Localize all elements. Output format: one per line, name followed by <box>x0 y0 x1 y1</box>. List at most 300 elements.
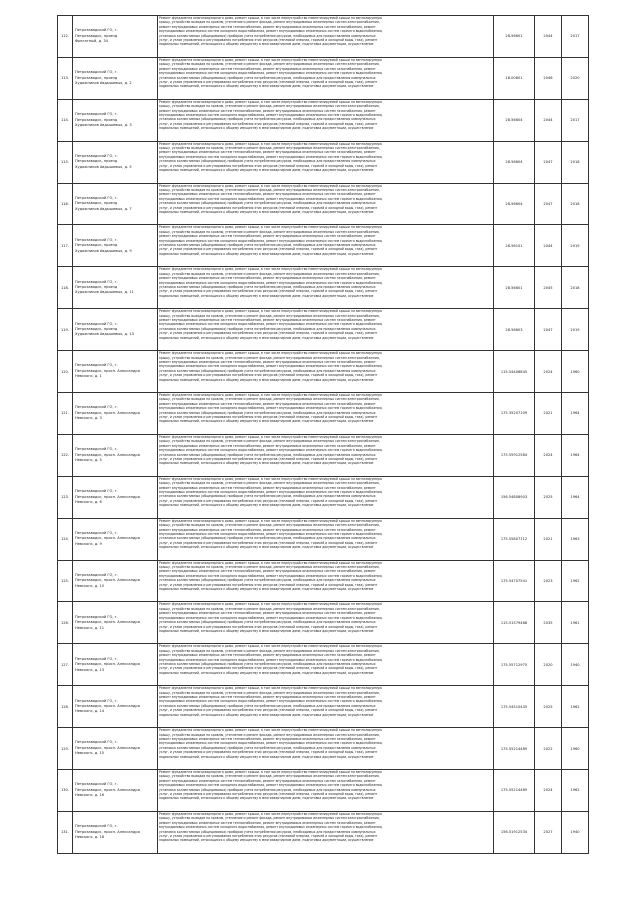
works-description-cell <box>158 393 494 435</box>
address-line: Петрозаводск, просп. Александра <box>75 662 140 667</box>
works-description-line: подвальных помещений, относящихся к общему имуществу в многоквартирном доме, подготовка документации, осуществление <box>159 503 374 508</box>
works-description-line: услуг, и узлов управления и регулирования потребления этих ресурсов (тепловой энергии, горячей и холодной воды, газа), ремонт <box>159 415 378 420</box>
address-line: Петрозаводск, просп. Александра <box>75 745 140 750</box>
address-line: Петрозаводский ГО, г. <box>75 279 118 284</box>
works-description-cell <box>158 728 494 770</box>
works-description-line: внутридомовых инженерных систем холодного водоснабжения, ремонт внутридомовых инженерных систем горячего водоснабжения, <box>159 490 383 495</box>
works-description-line: установка коллективных (общедомовых) приборов учета потребления ресурсов, необходимых для предоставления коммунальных <box>159 661 376 666</box>
address-line: Художников Авдышевых, д. 13 <box>75 332 134 337</box>
works-description-cell <box>158 686 494 728</box>
planned-year: 2044 <box>535 225 562 267</box>
works-description-cell <box>158 434 494 476</box>
works-description-line: внутридомовых инженерных систем холодного водоснабжения, ремонт внутридомовых инженерных систем горячего водоснабжения, <box>159 783 383 788</box>
table-row <box>58 602 589 644</box>
planned-year: 2035 <box>535 602 562 644</box>
build-year: 1961 <box>562 602 589 644</box>
table-row <box>58 57 589 99</box>
address-line: Петрозаводск, просп. Александра <box>75 829 140 834</box>
build-year: 2019 <box>562 225 589 267</box>
address-line: Фрегатный, д. 34 <box>75 39 108 44</box>
address-line: Художников Авдышевых, д. 5 <box>75 164 132 169</box>
works-description-line: Ремонт фундамента многоквартирного дома, ремонт крыши, в том числе переустройство невентилируемой крыши на вентилируемую <box>159 770 382 775</box>
works-description-line: услуг, и узлов управления и регулирования потребления этих ресурсов (тепловой энергии, горячей и холодной воды, газа), ремонт <box>159 540 378 545</box>
works-description-line: Ремонт фундамента многоквартирного дома, ремонт крыши, в том числе переустройство невентилируемой крыши на вентилируемую <box>159 602 382 607</box>
cost-value: 115.51579468 <box>494 602 535 644</box>
works-description-line: Ремонт фундамента многоквартирного дома, ремонт крыши, в том числе переустройство невентилируемой крыши на вентилируемую <box>159 434 382 439</box>
works-description-line: внутридомовых инженерных систем холодного водоснабжения, ремонт внутридомовых инженерных систем горячего водоснабжения, <box>159 573 383 578</box>
planned-year: 2047 <box>535 141 562 183</box>
works-description-cell <box>158 602 494 644</box>
address-cell <box>73 811 158 853</box>
works-description-line: внутридомовых инженерных систем холодного водоснабжения, ремонт внутридомовых инженерных систем горячего водоснабжения, <box>159 322 383 327</box>
address-line: Невского, д. 5 <box>75 458 102 463</box>
row-number: 124. <box>58 518 73 560</box>
build-year: 1960 <box>562 728 589 770</box>
address-line: Невского, д. 3 <box>75 416 102 421</box>
planned-year: 2027 <box>535 811 562 853</box>
address-line: Петрозаводский ГО, г. <box>75 782 118 787</box>
cost-value: 28.56101 <box>494 225 535 267</box>
row-number: 112. <box>58 16 73 58</box>
works-description-cell <box>158 811 494 853</box>
planned-year: 2046 <box>535 57 562 99</box>
works-description-line: крышу, устройство выходов на кровлю, утепление и ремонт фасада, ремонт внутридомовых инженерных систем электроснабжения, <box>159 397 380 402</box>
table-row <box>58 770 589 812</box>
works-description-line: услуг, и узлов управления и регулирования потребления этих ресурсов (тепловой энергии, горячей и холодной воды, газа), ремонт <box>159 79 378 84</box>
works-description-line: услуг, и узлов управления и регулирования потребления этих ресурсов (тепловой энергии, горячей и холодной воды, газа), ремонт <box>159 708 378 713</box>
address-cell <box>73 309 158 351</box>
works-description-line: ремонт внутридомовых инженерных систем теплоснабжения, ремонт внутридомовых инженерных систем газоснабжения, ремонт <box>159 611 376 616</box>
works-description-line: подвальных помещений, относящихся к общему имуществу в многоквартирном доме, подготовка документации, осуществление <box>159 545 374 550</box>
works-description-line: Ремонт фундамента многоквартирного дома, ремонт крыши, в том числе переустройство невентилируемой крыши на вентилируемую <box>159 560 382 565</box>
works-description-line: услуг, и узлов управления и регулирования потребления этих ресурсов (тепловой энергии, горячей и холодной воды, газа), ремонт <box>159 121 378 126</box>
planned-year: 2045 <box>535 267 562 309</box>
works-description-line: подвальных помещений, относящихся к общему имуществу в многоквартирном доме, подготовка документации, осуществление <box>159 168 374 173</box>
works-description-line: крышу, устройство выходов на кровлю, утепление и ремонт фасада, ремонт внутридомовых инженерных систем электроснабжения, <box>159 732 380 737</box>
table-row <box>58 225 589 267</box>
cost-value: 18.00601 <box>494 57 535 99</box>
works-table-body <box>58 16 589 854</box>
planned-year: 2044 <box>535 99 562 141</box>
address-line: Петрозаводский ГО, г. <box>75 824 118 829</box>
cost-value: 28.56604 <box>494 183 535 225</box>
table-row <box>58 518 589 560</box>
row-number: 122. <box>58 434 73 476</box>
works-description-cell <box>158 476 494 518</box>
table-row <box>58 183 589 225</box>
table-row <box>58 267 589 309</box>
address-line: Петрозаводск, проезд <box>75 117 118 122</box>
works-description-line: ремонт внутридомовых инженерных систем теплоснабжения, ремонт внутридомовых инженерных систем газоснабжения, ремонт <box>159 820 376 825</box>
works-description-line: подвальных помещений, относящихся к общему имуществу в многоквартирном доме, подготовка документации, осуществление <box>159 796 374 801</box>
address-line: Невского, д. 15 <box>75 751 105 756</box>
table-row <box>58 686 589 728</box>
works-description-line: подвальных помещений, относящихся к общему имуществу в многоквартирном доме, подготовка документации, осуществление <box>159 754 374 759</box>
address-line: Петрозаводский ГО, г. <box>75 363 118 368</box>
works-description-line: внутридомовых инженерных систем холодного водоснабжения, ремонт внутридомовых инженерных систем горячего водоснабжения, <box>159 615 383 620</box>
address-line: Петрозаводский ГО, г. <box>75 405 118 410</box>
works-description-line: ремонт внутридомовых инженерных систем теплоснабжения, ремонт внутридомовых инженерных систем газоснабжения, ремонт <box>159 527 376 532</box>
works-description-line: крышу, устройство выходов на кровлю, утепление и ремонт фасада, ремонт внутридомовых инженерных систем электроснабжения, <box>159 481 380 486</box>
address-line: Петрозаводский ГО, г. <box>75 112 118 117</box>
planned-year: 2024 <box>535 351 562 393</box>
address-line: Петрозаводск, просп. Александра <box>75 452 140 457</box>
address-line: Петрозаводский ГО, г. <box>75 572 118 577</box>
address-line: Петрозаводский ГО, г. <box>75 740 118 745</box>
address-cell <box>73 644 158 686</box>
works-description-line: установка коллективных (общедомовых) приборов учета потребления ресурсов, необходимых для предоставления коммунальных <box>159 829 376 834</box>
works-description-line: установка коллективных (общедомовых) приборов учета потребления ресурсов, необходимых для предоставления коммунальных <box>159 284 376 289</box>
planned-year: 2047 <box>535 183 562 225</box>
table-row <box>58 351 589 393</box>
address-line: Петрозаводск, проезд <box>75 75 118 80</box>
works-description-line: услуг, и узлов управления и регулирования потребления этих ресурсов (тепловой энергии, горячей и холодной воды, газа), ремонт <box>159 247 378 252</box>
works-description-line: услуг, и узлов управления и регулирования потребления этих ресурсов (тепловой энергии, горячей и холодной воды, газа), ремонт <box>159 624 378 629</box>
works-description-line: крышу, устройство выходов на кровлю, утепление и ремонт фасада, ремонт внутридомовых инженерных систем электроснабжения, <box>159 523 380 528</box>
build-year: 2018 <box>562 267 589 309</box>
works-description-line: Ремонт фундамента многоквартирного дома, ремонт крыши, в том числе переустройство невентилируемой крыши на вентилируемую <box>159 16 382 20</box>
row-number: 116. <box>58 183 73 225</box>
works-description-line: подвальных помещений, относящихся к общему имуществу в многоквартирном доме, подготовка документации, осуществление <box>159 42 374 47</box>
works-description-line: услуг, и узлов управления и регулирования потребления этих ресурсов (тепловой энергии, горячей и холодной воды, газа), ремонт <box>159 498 378 503</box>
address-cell <box>73 267 158 309</box>
cost-value: 175.55214489 <box>494 770 535 812</box>
works-description-line: ремонт внутридомовых инженерных систем теплоснабжения, ремонт внутридомовых инженерных систем газоснабжения, ремонт <box>159 443 376 448</box>
address-line: Петрозаводский ГО, г. <box>75 154 118 158</box>
build-year: 1962 <box>562 686 589 728</box>
build-year: 1962 <box>562 770 589 812</box>
build-year: 1960 <box>562 351 589 393</box>
works-description-line: ремонт внутридомовых инженерных систем теплоснабжения, ремонт внутридомовых инженерных систем газоснабжения, ремонт <box>159 108 376 113</box>
planned-year: 2047 <box>535 309 562 351</box>
works-description-line: услуг, и узлов управления и регулирования потребления этих ресурсов (тепловой энергии, горячей и холодной воды, газа), ремонт <box>159 38 378 43</box>
table-row <box>58 16 589 58</box>
works-description-line: установка коллективных (общедомовых) приборов учета потребления ресурсов, необходимых для предоставления коммунальных <box>159 452 376 457</box>
row-number: 125. <box>58 560 73 602</box>
cost-value: 156.54808903 <box>494 476 535 518</box>
address-line: Невского, д. 16 <box>75 793 105 798</box>
build-year: 1962 <box>562 560 589 602</box>
row-number: 114. <box>58 99 73 141</box>
cost-value: 175.55712975 <box>494 644 535 686</box>
table-row <box>58 644 589 686</box>
works-description-cell <box>158 351 494 393</box>
works-description-line: подвальных помещений, относящихся к общему имуществу в многоквартирном доме, подготовка документации, осуществление <box>159 293 374 298</box>
address-line: Невского, д. 18 <box>75 835 105 840</box>
row-number: 119. <box>58 309 73 351</box>
planned-year: 2024 <box>535 434 562 476</box>
address-cell <box>73 99 158 141</box>
address-line: Петрозаводский ГО, г. <box>75 531 118 536</box>
works-description-line: ремонт внутридомовых инженерных систем теплоснабжения, ремонт внутридомовых инженерных систем газоснабжения, ремонт <box>159 401 376 406</box>
works-description-cell <box>158 309 494 351</box>
address-line: Петрозаводский ГО, г. <box>75 70 118 75</box>
works-description-line: установка коллективных (общедомовых) приборов учета потребления ресурсов, необходимых для предоставления коммунальных <box>159 536 376 541</box>
address-line: Невского, д. 6 <box>75 499 102 504</box>
row-number: 113. <box>58 57 73 99</box>
works-description-line: внутридомовых инженерных систем холодного водоснабжения, ремонт внутридомовых инженерных систем горячего водоснабжения, <box>159 406 383 411</box>
planned-year: 2020 <box>535 644 562 686</box>
works-description-cell <box>158 644 494 686</box>
build-year: 2017 <box>562 16 589 58</box>
address-cell <box>73 518 158 560</box>
cost-value: 28.56601 <box>494 16 535 58</box>
row-number: 127. <box>58 644 73 686</box>
works-description-line: внутридомовых инженерных систем холодного водоснабжения, ремонт внутридомовых инженерных систем горячего водоснабжения, <box>159 238 383 243</box>
works-description-cell <box>158 141 494 183</box>
works-description-line: крышу, устройство выходов на кровлю, утепление и ремонт фасада, ремонт внутридомовых инженерных систем электроснабжения, <box>159 690 380 695</box>
works-description-cell <box>158 16 494 58</box>
planned-year: 2025 <box>535 476 562 518</box>
address-line: Петрозаводский ГО, г. <box>75 698 118 703</box>
address-line: Петрозаводский ГО, г. <box>75 447 118 452</box>
works-description-line: подвальных помещений, относящихся к общему имуществу в многоквартирном доме, подготовка документации, осуществление <box>159 587 374 592</box>
address-line: Петрозаводск, просп. Александра <box>75 410 140 415</box>
works-description-line: ремонт внутридомовых инженерных систем теплоснабжения, ремонт внутридомовых инженерных систем газоснабжения, ремонт <box>159 736 376 741</box>
address-line: Петрозаводский ГО, г. <box>75 614 118 619</box>
works-description-line: ремонт внутридомовых инженерных систем теплоснабжения, ремонт внутридомовых инженерных систем газоснабжения, ремонт <box>159 359 376 364</box>
works-description-line: ремонт внутридомовых инженерных систем теплоснабжения, ремонт внутридомовых инженерных систем газоснабжения, ремонт <box>159 150 376 155</box>
works-description-line: крышу, устройство выходов на кровлю, утепление и ремонт фасада, ремонт внутридомовых инженерных систем электроснабжения, <box>159 62 380 67</box>
works-description-line: установка коллективных (общедомовых) приборов учета потребления ресурсов, необходимых для предоставления коммунальных <box>159 243 376 248</box>
works-description-line: внутридомовых инженерных систем холодного водоснабжения, ремонт внутридомовых инженерных систем горячего водоснабжения, <box>159 29 383 34</box>
works-description-line: установка коллективных (общедомовых) приборов учета потребления ресурсов, необходимых для предоставления коммунальных <box>159 494 376 499</box>
address-line: Художников Авдышевых, д. 2 <box>75 81 132 86</box>
build-year: 2017 <box>562 99 589 141</box>
works-description-line: услуг, и узлов управления и регулирования потребления этих ресурсов (тепловой энергии, горячей и холодной воды, газа), ремонт <box>159 289 378 294</box>
address-cell <box>73 602 158 644</box>
works-description-line: ремонт внутридомовых инженерных систем теплоснабжения, ремонт внутридомовых инженерных систем газоснабжения, ремонт <box>159 192 376 197</box>
works-description-line: крышу, устройство выходов на кровлю, утепление и ремонт фасада, ремонт внутридомовых инженерных систем электроснабжения, <box>159 104 380 109</box>
works-description-line: установка коллективных (общедомовых) приборов учета потребления ресурсов, необходимых для предоставления коммунальных <box>159 620 376 625</box>
works-description-line: услуг, и узлов управления и регулирования потребления этих ресурсов (тепловой энергии, горячей и холодной воды, газа), ремонт <box>159 373 378 378</box>
works-description-line: услуг, и узлов управления и регулирования потребления этих ресурсов (тепловой энергии, горячей и холодной воды, газа), ремонт <box>159 331 378 336</box>
works-description-line: Ремонт фундамента многоквартирного дома, ремонт крыши, в том числе переустройство невентилируемой крыши на вентилируемую <box>159 183 382 188</box>
row-number: 123. <box>58 476 73 518</box>
works-description-cell <box>158 183 494 225</box>
works-description-line: Ремонт фундамента многоквартирного дома, ремонт крыши, в том числе переустройство невентилируемой крыши на вентилируемую <box>159 644 382 649</box>
works-description-line: внутридомовых инженерных систем холодного водоснабжения, ремонт внутридомовых инженерных систем горячего водоснабжения, <box>159 154 383 159</box>
works-description-line: крышу, устройство выходов на кровлю, утепление и ремонт фасада, ремонт внутридомовых инженерных систем электроснабжения, <box>159 774 380 779</box>
address-line: Невского, д. 14 <box>75 709 105 714</box>
address-line: Невского, д. 1 <box>75 374 102 379</box>
cost-value: 175.55807112 <box>494 518 535 560</box>
works-description-line: ремонт внутридомовых инженерных систем теплоснабжения, ремонт внутридомовых инженерных систем газоснабжения, ремонт <box>159 234 376 239</box>
address-line: Петрозаводск, проезд <box>75 285 118 290</box>
works-description-line: установка коллективных (общедомовых) приборов учета потребления ресурсов, необходимых для предоставления коммунальных <box>159 33 376 38</box>
works-description-line: Ремонт фундамента многоквартирного дома, ремонт крыши, в том числе переустройство невентилируемой крыши на вентилируемую <box>159 728 382 733</box>
address-line: Петрозаводск, просп. Александра <box>75 536 140 541</box>
address-line: Петрозаводск, просп. Александра <box>75 578 140 583</box>
address-cell <box>73 728 158 770</box>
table-row <box>58 476 589 518</box>
row-number: 121. <box>58 393 73 435</box>
works-description-line: Ремонт фундамента многоквартирного дома, ремонт крыши, в том числе переустройство невентилируемой крыши на вентилируемую <box>159 267 382 272</box>
cost-value: 175.55214489 <box>494 728 535 770</box>
address-cell <box>73 476 158 518</box>
table-row <box>58 811 589 853</box>
works-description-line: установка коллективных (общедомовых) приборов учета потребления ресурсов, необходимых для предоставления коммунальных <box>159 75 376 80</box>
build-year: 1963 <box>562 518 589 560</box>
address-line: Петрозаводск, просп. Александра <box>75 620 140 625</box>
cost-value: 28.56603 <box>494 309 535 351</box>
address-line: Невского, д. 10 <box>75 583 105 588</box>
works-description-line: ремонт внутридомовых инженерных систем теплоснабжения, ремонт внутридомовых инженерных систем газоснабжения, ремонт <box>159 695 376 700</box>
works-description-line: подвальных помещений, относящихся к общему имуществу в многоквартирном доме, подготовка документации, осуществление <box>159 461 374 466</box>
works-description-line: установка коллективных (общедомовых) приборов учета потребления ресурсов, необходимых для предоставления коммунальных <box>159 578 376 583</box>
build-year: 1940 <box>562 811 589 853</box>
build-year: 2018 <box>562 183 589 225</box>
address-line: Петрозаводск, проезд <box>75 33 118 38</box>
works-description-line: подвальных помещений, относящихся к общему имуществу в многоквартирном доме, подготовка документации, осуществление <box>159 838 374 843</box>
works-description-line: крышу, устройство выходов на кровлю, утепление и ремонт фасада, ремонт внутридомовых инженерных систем электроснабжения, <box>159 229 380 234</box>
works-description-line: крышу, устройство выходов на кровлю, утепление и ремонт фасада, ремонт внутридомовых инженерных систем электроснабжения, <box>159 606 380 611</box>
address-cell <box>73 183 158 225</box>
works-description-line: подвальных помещений, относящихся к общему имуществу в многоквартирном доме, подготовка документации, осуществление <box>159 419 374 424</box>
works-description-line: установка коллективных (общедомовых) приборов учета потребления ресурсов, необходимых для предоставления коммунальных <box>159 117 376 122</box>
works-description-line: крышу, устройство выходов на кровлю, утепление и ремонт фасада, ремонт внутридомовых инженерных систем электроснабжения, <box>159 648 380 653</box>
planned-year: 2022 <box>535 728 562 770</box>
build-year: 1940 <box>562 644 589 686</box>
works-description-line: Ремонт фундамента многоквартирного дома, ремонт крыши, в том числе переустройство невентилируемой крыши на вентилируемую <box>159 686 382 691</box>
works-description-line: крышу, устройство выходов на кровлю, утепление и ремонт фасада, ремонт внутридомовых инженерных систем электроснабжения, <box>159 187 380 192</box>
works-description-line: Ремонт фундамента многоквартирного дома, ремонт крыши, в том числе переустройство невентилируемой крыши на вентилируемую <box>159 393 382 398</box>
row-number: 129. <box>58 728 73 770</box>
works-description-cell <box>158 770 494 812</box>
works-description-line: услуг, и узлов управления и регулирования потребления этих ресурсов (тепловой энергии, горячей и холодной воды, газа), ремонт <box>159 163 378 168</box>
cost-value: 115.54406845 <box>494 351 535 393</box>
build-year: 1964 <box>562 434 589 476</box>
address-cell <box>73 16 158 58</box>
works-description-cell <box>158 518 494 560</box>
row-number: 126. <box>58 602 73 644</box>
works-description-line: подвальных помещений, относящихся к общему имуществу в многоквартирном доме, подготовка документации, осуществление <box>159 210 374 214</box>
address-line: Петрозаводский ГО, г. <box>75 195 118 200</box>
address-line: Невского, д. 11 <box>75 625 105 630</box>
works-description-line: крышу, устройство выходов на кровлю, утепление и ремонт фасада, ремонт внутридомовых инженерных систем электроснабжения, <box>159 564 380 569</box>
works-description-line: установка коллективных (общедомовых) приборов учета потребления ресурсов, необходимых для предоставления коммунальных <box>159 368 376 373</box>
works-description-line: услуг, и узлов управления и регулирования потребления этих ресурсов (тепловой энергии, горячей и холодной воды, газа), ремонт <box>159 456 378 461</box>
planned-year: 2044 <box>535 16 562 58</box>
works-description-line: внутридомовых инженерных систем холодного водоснабжения, ремонт внутридомовых инженерных систем горячего водоснабжения, <box>159 531 383 536</box>
address-line: Художников Авдышевых, д. 9 <box>75 248 132 253</box>
works-description-line: услуг, и узлов управления и регулирования потребления этих ресурсов (тепловой энергии, горячей и холодной воды, газа), ремонт <box>159 792 378 797</box>
row-number: 131. <box>58 811 73 853</box>
address-line: Петрозаводск, проезд <box>75 201 118 206</box>
table-row <box>58 728 589 770</box>
row-number: 115. <box>58 141 73 183</box>
works-description-line: внутридомовых инженерных систем холодного водоснабжения, ремонт внутридомовых инженерных систем горячего водоснабжения, <box>159 657 383 662</box>
works-description-line: услуг, и узлов управления и регулирования потребления этих ресурсов (тепловой энергии, горячей и холодной воды, газа), ремонт <box>159 666 378 671</box>
works-description-line: внутридомовых инженерных систем холодного водоснабжения, ремонт внутридомовых инженерных систем горячего водоснабжения, <box>159 448 383 453</box>
works-description-cell <box>158 225 494 267</box>
build-year: 1964 <box>562 476 589 518</box>
address-line: Художников Авдышевых, д. 3 <box>75 122 132 127</box>
cost-value: 175.55912584 <box>494 434 535 476</box>
works-description-line: ремонт внутридомовых инженерных систем теплоснабжения, ремонт внутридомовых инженерных систем газоснабжения, ремонт <box>159 653 376 658</box>
address-line: Петрозаводск, просп. Александра <box>75 787 140 792</box>
works-description-line: внутридомовых инженерных систем холодного водоснабжения, ремонт внутридомовых инженерных систем горячего водоснабжения, <box>159 71 383 76</box>
works-description-line: внутридомовых инженерных систем холодного водоснабжения, ремонт внутридомовых инженерных систем горячего водоснабжения, <box>159 364 383 369</box>
works-description-line: ремонт внутридомовых инженерных систем теплоснабжения, ремонт внутридомовых инженерных систем газоснабжения, ремонт <box>159 485 376 490</box>
planned-year: 2023 <box>535 560 562 602</box>
row-number: 128. <box>58 686 73 728</box>
address-cell <box>73 225 158 267</box>
works-description-line: Ремонт фундамента многоквартирного дома, ремонт крыши, в том числе переустройство невентилируемой крыши на вентилируемую <box>159 518 382 523</box>
register-sheet <box>57 15 582 854</box>
address-cell <box>73 770 158 812</box>
address-line: Петрозаводский ГО, г. <box>75 237 118 242</box>
address-cell <box>73 141 158 183</box>
address-cell <box>73 434 158 476</box>
address-cell <box>73 560 158 602</box>
works-description-line: ремонт внутридомовых инженерных систем теплоснабжения, ремонт внутридомовых инженерных систем газоснабжения, ремонт <box>159 778 376 783</box>
address-line: Художников Авдышевых, д. 11 <box>75 290 134 295</box>
works-description-line: установка коллективных (общедомовых) приборов учета потребления ресурсов, необходимых для предоставления коммунальных <box>159 410 376 415</box>
address-line: Петрозаводский ГО, г. <box>75 28 118 33</box>
works-description-line: крышу, устройство выходов на кровлю, утепление и ремонт фасада, ремонт внутридомовых инженерных систем электроснабжения, <box>159 816 380 821</box>
works-description-line: внутридомовых инженерных систем холодного водоснабжения, ремонт внутридомовых инженерных систем горячего водоснабжения, <box>159 280 383 285</box>
works-description-line: ремонт внутридомовых инженерных систем теплоснабжения, ремонт внутридомовых инженерных систем газоснабжения, ремонт <box>159 318 376 323</box>
address-cell <box>73 57 158 99</box>
address-cell <box>73 686 158 728</box>
works-description-line: Ремонт фундамента многоквартирного дома, ремонт крыши, в том числе переустройство невентилируемой крыши на вентилируемую <box>159 476 382 481</box>
address-line: Петрозаводск, просп. Александра <box>75 368 140 373</box>
address-line: Петрозаводский ГО, г. <box>75 656 118 661</box>
cost-value: 28.56604 <box>494 99 535 141</box>
works-description-line: установка коллективных (общедомовых) приборов учета потребления ресурсов, необходимых для предоставления коммунальных <box>159 201 376 206</box>
works-table <box>57 15 589 854</box>
address-line: Петрозаводск, просп. Александра <box>75 703 140 708</box>
address-line: Петрозаводский ГО, г. <box>75 489 118 494</box>
works-description-line: ремонт внутридомовых инженерных систем теплоснабжения, ремонт внутридомовых инженерных систем газоснабжения, ремонт <box>159 24 376 29</box>
works-description-line: крышу, устройство выходов на кровлю, утепление и ремонт фасада, ремонт внутридомовых инженерных систем электроснабжения, <box>159 355 380 360</box>
works-description-line: услуг, и узлов управления и регулирования потребления этих ресурсов (тепловой энергии, горячей и холодной воды, газа), ремонт <box>159 205 378 210</box>
cost-value: 175.54707541 <box>494 560 535 602</box>
works-description-cell <box>158 267 494 309</box>
build-year: 1964 <box>562 393 589 435</box>
works-description-cell <box>158 560 494 602</box>
address-line: Петрозаводский ГО, г. <box>75 321 118 326</box>
works-description-line: подвальных помещений, относящихся к общему имуществу в многоквартирном доме, подготовка документации, осуществление <box>159 126 374 131</box>
build-year: 2018 <box>562 141 589 183</box>
row-number: 130. <box>58 770 73 812</box>
works-description-line: внутридомовых инженерных систем холодного водоснабжения, ремонт внутридомовых инженерных систем горячего водоснабжения, <box>159 699 383 704</box>
works-description-line: внутридомовых инженерных систем холодного водоснабжения, ремонт внутридомовых инженерных систем горячего водоснабжения, <box>159 196 383 201</box>
address-line: Петрозаводск, проезд <box>75 326 118 331</box>
works-description-line: крышу, устройство выходов на кровлю, утепление и ремонт фасада, ремонт внутридомовых инженерных систем электроснабжения, <box>159 313 380 318</box>
planned-year: 2021 <box>535 393 562 435</box>
works-description-cell <box>158 57 494 99</box>
works-description-line: Ремонт фундамента многоквартирного дома, ремонт крыши, в том числе переустройство невентилируемой крыши на вентилируемую <box>159 811 382 816</box>
address-line: Петрозаводск, просп. Александра <box>75 494 140 499</box>
works-description-line: услуг, и узлов управления и регулирования потребления этих ресурсов (тепловой энергии, горячей и холодной воды, газа), ремонт <box>159 582 378 587</box>
works-description-line: подвальных помещений, относящихся к общему имуществу в многоквартирном доме, подготовка документации, осуществление <box>159 670 374 675</box>
address-cell <box>73 351 158 393</box>
works-description-line: установка коллективных (общедомовых) приборов учета потребления ресурсов, необходимых для предоставления коммунальных <box>159 703 376 708</box>
works-description-line: услуг, и узлов управления и регулирования потребления этих ресурсов (тепловой энергии, горячей и холодной воды, газа), ремонт <box>159 833 378 838</box>
works-description-line: установка коллективных (общедомовых) приборов учета потребления ресурсов, необходимых для предоставления коммунальных <box>159 326 376 331</box>
works-description-line: установка коллективных (общедомовых) приборов учета потребления ресурсов, необходимых для предоставления коммунальных <box>159 159 376 164</box>
address-line: Невского, д. 13 <box>75 667 105 672</box>
table-row <box>58 141 589 183</box>
cost-value: 28.56604 <box>494 141 535 183</box>
works-description-line: установка коллективных (общедомовых) приборов учета потребления ресурсов, необходимых для предоставления коммунальных <box>159 745 376 750</box>
address-line: Художников Авдышевых, д. 7 <box>75 206 132 211</box>
works-description-line: внутридомовых инженерных систем холодного водоснабжения, ремонт внутридомовых инженерных систем горячего водоснабжения, <box>159 741 383 746</box>
build-year: 2020 <box>562 57 589 99</box>
address-cell <box>73 393 158 435</box>
